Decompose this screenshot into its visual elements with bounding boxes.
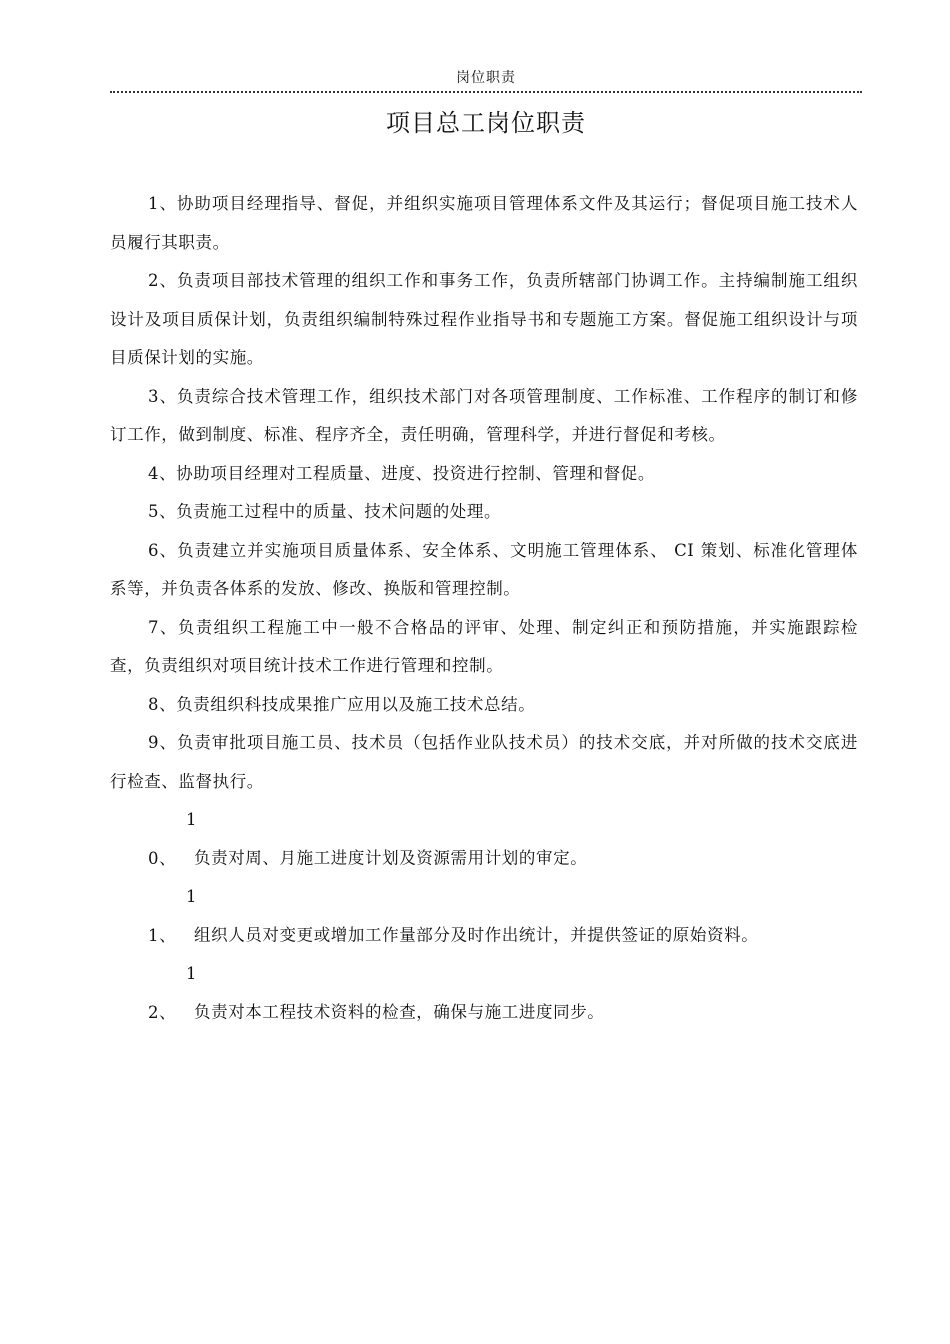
item-number: 10、 (148, 810, 198, 868)
responsibility-item-6 (110, 532, 858, 609)
responsibility-item-11 (110, 878, 858, 955)
item-number: 9、 (148, 733, 177, 752)
item-text: 负责建立并实施项目质量体系、安全体系、文明施工管理体系、 CI 策划、标准化管理体系等，并负责各体系的发放、修改、换版和管理控制。 (110, 540, 859, 598)
item-text: 协助项目经理对工程质量、进度、投资进行控制、管理和督促。 (176, 463, 656, 483)
responsibility-item-12 (110, 955, 858, 1032)
item-number: 1、 (148, 194, 177, 213)
item-number: 6、 (148, 540, 178, 560)
item-text: 负责综合技术管理工作，组织技术部门对各项管理制度、工作标准、工作程序的制订和修订工作，做到制度、标准、程序齐全，责任明确，管理科学，并进行督促和考核。 (110, 386, 858, 444)
item-number: 12、 (148, 964, 198, 1022)
responsibility-item-1 (110, 185, 858, 262)
item-text: 组织人员对变更或增加工作量部分及时作出统计，并提供签证的原始资料。 (194, 925, 759, 945)
item-number: 2、 (148, 271, 177, 290)
responsibility-item-7 (110, 609, 858, 686)
responsibility-item-4 (110, 455, 858, 494)
responsibility-item-3 (110, 378, 858, 455)
item-text: 负责对本工程技术资料的检查，确保与施工进度同步。 (194, 1002, 605, 1022)
item-text: 负责组织工程施工中一般不合格品的评审、处理、制定纠正和预防措施，并实施跟踪检查，负责组织对项目统计技术工作进行管理和控制。 (110, 617, 858, 675)
item-number: 5、 (148, 502, 177, 521)
running-header: 岗位职责 (456, 70, 516, 86)
document-title: 项目总工岗位职责 (386, 109, 586, 137)
responsibilities-list (110, 185, 858, 1032)
item-number: 11、 (148, 887, 198, 945)
item-number: 3、 (148, 386, 177, 406)
responsibility-item-5 (110, 493, 858, 532)
item-number: 4、 (148, 463, 177, 483)
header-divider (110, 91, 862, 93)
responsibility-item-8 (110, 686, 858, 725)
item-number: 8、 (148, 694, 177, 714)
item-text: 负责项目部技术管理的组织工作和事务工作，负责所辖部门协调工作。主持编制施工组织设计及项目质保计划，负责组织编制特殊过程作业指导书和专题施工方案。督促施工组织设计与项目质保计划的实施。 (110, 271, 858, 367)
item-number: 7、 (148, 617, 178, 637)
responsibility-item-9 (110, 724, 858, 801)
item-text: 负责审批项目施工员、技术员（包括作业队技术员）的技术交底，并对所做的技术交底进行检查、监督执行。 (110, 733, 858, 791)
item-text: 负责组织科技成果推广应用以及施工技术总结。 (176, 694, 536, 714)
responsibility-item-2 (110, 262, 858, 378)
item-text: 协助项目经理指导、督促，并组织实施项目管理体系文件及其运行；督促项目施工技术人员履行其职责。 (110, 194, 858, 252)
item-text: 负责对周、月施工进度计划及资源需用计划的审定。 (194, 848, 588, 868)
responsibility-item-10 (110, 801, 858, 878)
item-text: 负责施工过程中的质量、技术问题的处理。 (176, 502, 502, 521)
